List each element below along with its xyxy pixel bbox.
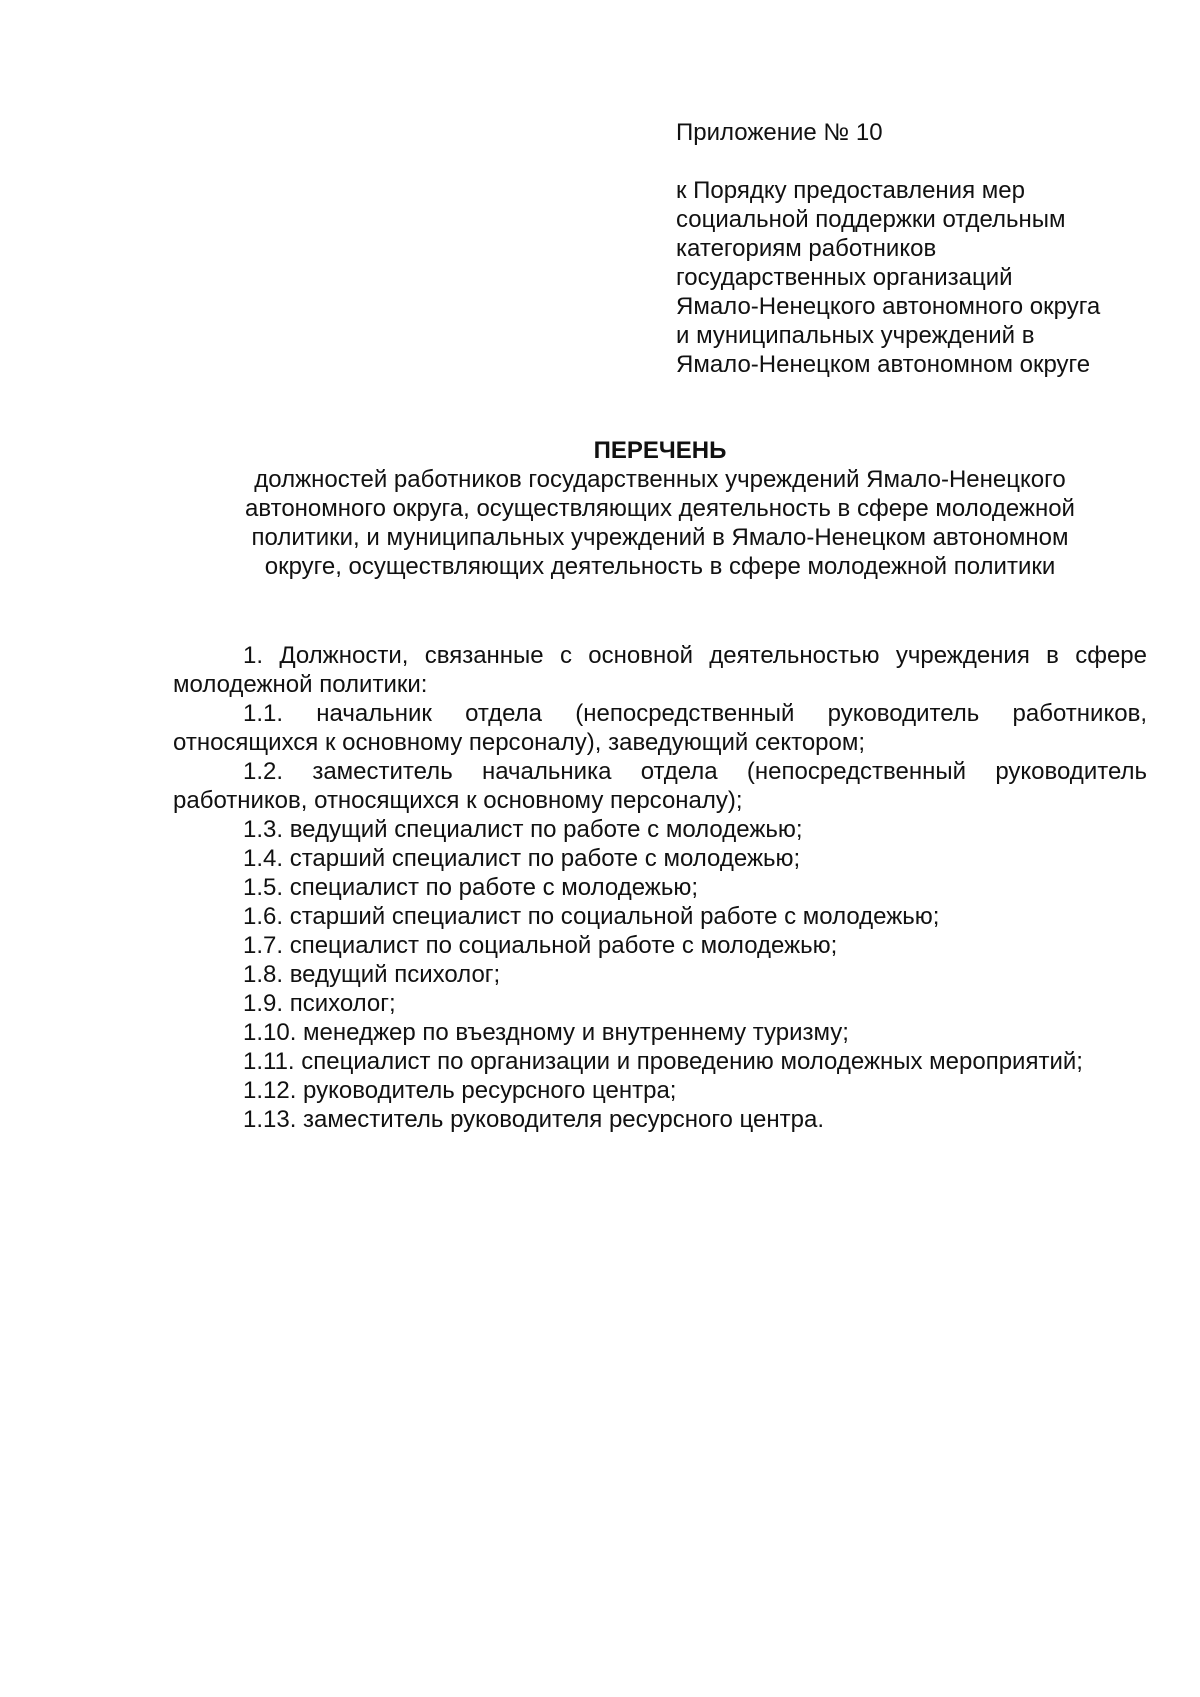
list-item: 1.5. специалист по работе с молодежью; <box>243 874 699 901</box>
appendix-block <box>676 118 1176 379</box>
list-item: 1.11. специалист по организации и проведению молодежных мероприятий; <box>243 1048 1083 1075</box>
list-item: 1.4. старший специалист по работе с молодежью; <box>243 845 801 872</box>
list-item: 1.13. заместитель руководителя ресурсного центра. <box>243 1106 824 1133</box>
positions-list <box>173 641 1147 1134</box>
document-title-block <box>130 436 1190 581</box>
appendix-line: категориям работников <box>676 235 937 262</box>
appendix-line: и муниципальных учреждений в <box>676 322 1035 349</box>
list-item: 1.3. ведущий специалист по работе с молодежью; <box>243 816 803 843</box>
document-heading: ПЕРЕЧЕНЬ <box>593 437 727 464</box>
list-item: 1.1. начальник отдела (непосредственный руководитель работников, относящихся к основному персоналу), заведующий сектором; <box>173 700 1147 756</box>
appendix-line: к Порядку предоставления мер <box>676 177 1025 204</box>
appendix-line: государственных организаций <box>676 264 1013 291</box>
appendix-line: Ямало-Ненецкого автономного округа <box>676 293 1101 320</box>
list-item: 1.8. ведущий психолог; <box>243 961 501 988</box>
list-item: 1. Должности, связанные с основной деятельностью учреждения в сфере молодежной политики: <box>173 642 1147 698</box>
list-item: 1.6. старший специалист по социальной работе с молодежью; <box>243 903 940 930</box>
list-item: 1.9. психолог; <box>243 990 396 1017</box>
appendix-line: Ямало-Ненецком автономном округе <box>676 351 1091 378</box>
appendix-line: социальной поддержки отдельным <box>676 206 1066 233</box>
list-item: 1.7. специалист по социальной работе с молодежью; <box>243 932 838 959</box>
list-item: 1.10. менеджер по въездному и внутреннему туризму; <box>243 1019 849 1046</box>
document-subtitle-line: автономного округа, осуществляющих деятельность в сфере молодежной <box>245 495 1075 522</box>
appendix-title: Приложение № 10 <box>676 119 883 146</box>
list-item: 1.12. руководитель ресурсного центра; <box>243 1077 677 1104</box>
document-subtitle-line: политики, и муниципальных учреждений в Ямало-Ненецком автономном <box>251 524 1069 551</box>
list-item: 1.2. заместитель начальника отдела (непосредственный руководитель работников, относящихся к основному персоналу); <box>173 758 1147 814</box>
document-subtitle-line: должностей работников государственных учреждений Ямало-Ненецкого <box>254 466 1066 493</box>
document-subtitle-line: округе, осуществляющих деятельность в сфере молодежной политики <box>264 553 1056 580</box>
